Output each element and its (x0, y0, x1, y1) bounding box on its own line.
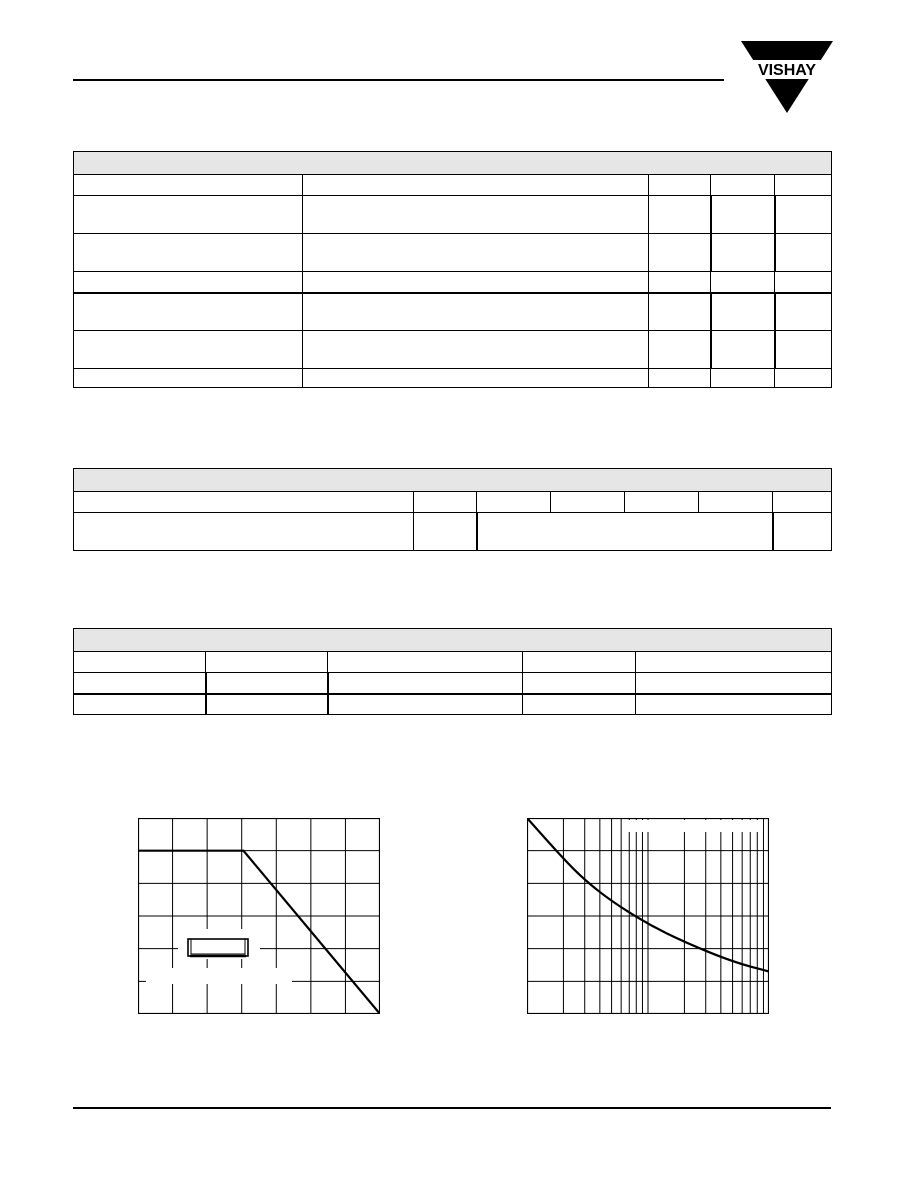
table-2-header (74, 469, 832, 492)
table-1-cell (775, 331, 832, 369)
table-3-cell (636, 673, 832, 694)
table-2-cell (477, 492, 551, 513)
table-1-cell (649, 331, 711, 369)
table-1-cell (711, 293, 775, 331)
chart-grid (527, 818, 769, 1014)
table-2-cell (773, 513, 832, 551)
table-1-cell (711, 175, 775, 196)
table-1-cell (303, 369, 649, 388)
table-1-cell (711, 234, 775, 272)
table-3-cell (74, 673, 206, 694)
table-1-cell (775, 369, 832, 388)
table-2-cell (74, 513, 414, 551)
table-1-cell (74, 234, 303, 272)
logo-wordmark: VISHAY (757, 62, 817, 79)
table-1-cell (775, 293, 832, 331)
table-3-cell (328, 673, 523, 694)
table-3-cell (523, 694, 636, 715)
table-1-cell (649, 234, 711, 272)
header-rule (73, 79, 724, 81)
table-1-cell (303, 196, 649, 234)
table-3-cell (328, 694, 523, 715)
table-1-cell (649, 196, 711, 234)
spec-table-3 (73, 628, 832, 715)
table-3-cell (523, 652, 636, 673)
table-3-header (74, 629, 832, 652)
derating-chart (138, 818, 380, 1014)
spec-table-1 (73, 151, 832, 388)
table-1-cell (649, 293, 711, 331)
table-3-cell (523, 673, 636, 694)
table-2-cell (551, 492, 625, 513)
table-1-cell (303, 293, 649, 331)
table-2-cell (414, 513, 477, 551)
table-1-header (74, 152, 832, 175)
table-2-cell (699, 492, 773, 513)
table-1-cell (303, 175, 649, 196)
package-outline-icon (188, 939, 248, 956)
table-1-cell (711, 272, 775, 293)
log-chart (527, 818, 769, 1014)
spec-table-2 (73, 468, 832, 551)
table-1-cell (711, 369, 775, 388)
table-2-cell (414, 492, 477, 513)
table-2-cell (625, 492, 699, 513)
table-3-cell (636, 694, 832, 715)
table-1-cell (649, 272, 711, 293)
table-3-cell (206, 694, 328, 715)
table-3-cell (636, 652, 832, 673)
vishay-logo (740, 40, 834, 114)
table-3-cell (74, 652, 206, 673)
table-1-cell (303, 331, 649, 369)
table-1-cell (775, 234, 832, 272)
table-1-cell (74, 331, 303, 369)
table-1-cell (775, 175, 832, 196)
table-1-cell (711, 331, 775, 369)
inset-mask (146, 968, 292, 984)
table-1-cell (649, 175, 711, 196)
table-3-cell (206, 673, 328, 694)
table-3-cell (74, 694, 206, 715)
table-1-cell (74, 369, 303, 388)
table-1-cell (649, 369, 711, 388)
table-2-cell (477, 513, 773, 551)
table-1-cell (74, 196, 303, 234)
table-1-cell (775, 272, 832, 293)
chart-grid (138, 818, 380, 1014)
table-1-cell (775, 196, 832, 234)
table-1-cell (303, 234, 649, 272)
table-1-cell (74, 272, 303, 293)
table-2-cell (773, 492, 832, 513)
table-1-cell (303, 272, 649, 293)
footer-rule (73, 1107, 831, 1109)
table-1-cell (74, 293, 303, 331)
table-1-cell (711, 196, 775, 234)
table-3-cell (328, 652, 523, 673)
table-2-cell (74, 492, 414, 513)
legend-mask (623, 820, 763, 832)
table-1-cell (74, 175, 303, 196)
table-3-cell (206, 652, 328, 673)
